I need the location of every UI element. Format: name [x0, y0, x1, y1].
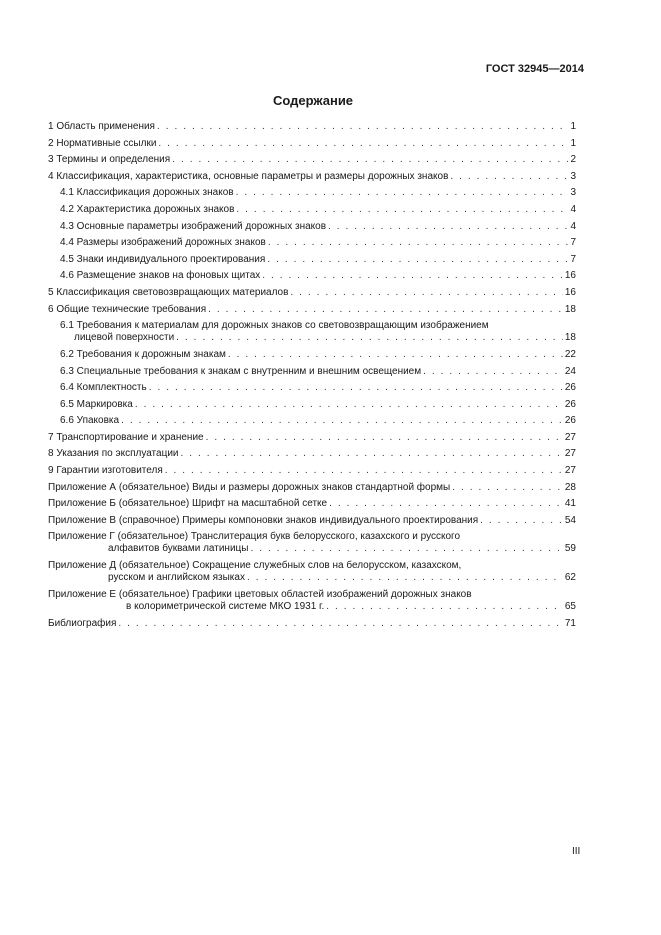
- toc-entry-title: 8 Указания по эксплуатации: [48, 448, 179, 460]
- toc-entry[interactable]: [48, 121, 576, 138]
- toc-page-number: 65: [564, 601, 576, 613]
- toc-entry[interactable]: [48, 221, 576, 238]
- toc-page-number: 1: [570, 137, 576, 149]
- toc-entry[interactable]: [48, 618, 576, 635]
- toc-entry-title: 4 Классификация, характеристика, основные параметры и размеры дорожных знаков: [48, 170, 449, 182]
- toc-entry-title-continuation: в колориметрической системе МКО 1931 г.: [126, 601, 325, 613]
- toc-entry-title: 4.3 Основные параметры изображений дорожных знаков: [60, 220, 327, 232]
- toc-entry-title-continuation: алфавитов буквами латиницы: [108, 543, 249, 555]
- toc-page-number: 54: [564, 514, 576, 526]
- toc-entry-title: Библиография: [48, 617, 117, 629]
- toc-page-number: 24: [564, 365, 576, 377]
- toc-entry-title: 5 Классификация световозвращающих материалов: [48, 286, 289, 298]
- toc-entry-title: 1 Область применения: [48, 121, 155, 132]
- dot-leader: [208, 304, 563, 316]
- dot-leader: [172, 154, 568, 166]
- toc-entry-title: 9 Гарантии изготовителя: [48, 465, 163, 477]
- toc-page-number: 2: [570, 154, 576, 166]
- toc-page-number: 59: [564, 543, 576, 555]
- document-code: ГОСТ 32945—2014: [485, 63, 584, 75]
- toc-entry[interactable]: [48, 237, 576, 254]
- toc-entry[interactable]: [48, 531, 576, 560]
- dot-leader: [236, 187, 569, 199]
- toc-entry-title: 6.6 Упаковка: [60, 415, 120, 427]
- dot-leader: [268, 237, 569, 249]
- toc-page-number: 7: [570, 237, 576, 249]
- toc-entry[interactable]: [48, 287, 576, 304]
- toc-entry[interactable]: [48, 154, 576, 171]
- dot-leader: [176, 332, 563, 344]
- dot-leader: [165, 465, 563, 477]
- toc-entry[interactable]: [48, 171, 576, 188]
- page-number: III: [572, 846, 581, 857]
- dot-leader: [157, 121, 568, 133]
- toc-entry[interactable]: [48, 320, 576, 349]
- toc-entry[interactable]: [48, 515, 576, 532]
- toc-page-number: 28: [564, 481, 576, 493]
- toc-entry-title: 6 Общие технические требования: [48, 303, 207, 315]
- toc-page-number: 27: [564, 465, 576, 477]
- toc-entry[interactable]: [48, 304, 576, 321]
- dot-leader: [206, 432, 563, 444]
- toc-entry[interactable]: [48, 432, 576, 449]
- toc-entry[interactable]: [48, 448, 576, 465]
- toc-entry[interactable]: [48, 382, 576, 399]
- toc-page-number: 4: [570, 203, 576, 215]
- toc-entry-title: Приложение В (справочное) Примеры компоновки знаков индивидуального проектирования: [48, 514, 479, 526]
- table-of-contents: [48, 121, 576, 634]
- dot-leader: [326, 601, 563, 613]
- toc-entry[interactable]: [48, 204, 576, 221]
- toc-entry[interactable]: [48, 349, 576, 366]
- dot-leader: [450, 171, 568, 183]
- toc-entry-title: 6.3 Специальные требования к знакам с внутренним и внешним освещением: [60, 365, 422, 377]
- toc-entry[interactable]: [48, 560, 576, 589]
- toc-page-number: 16: [564, 286, 576, 298]
- dot-leader: [149, 382, 563, 394]
- dot-leader: [328, 221, 568, 233]
- toc-entry-title: 6.5 Маркировка: [60, 398, 133, 410]
- toc-page-number: 26: [564, 382, 576, 394]
- toc-entry-title: 2 Нормативные ссылки: [48, 137, 157, 149]
- toc-page-number: 3: [570, 187, 576, 199]
- toc-entry-title: 3 Термины и определения: [48, 154, 171, 166]
- toc-page-number: 3: [570, 170, 576, 182]
- toc-entry[interactable]: [48, 482, 576, 499]
- page-title: Содержание: [272, 93, 354, 108]
- toc-page-number: 71: [564, 617, 576, 629]
- toc-entry-title: Приложение А (обязательное) Виды и размеры дорожных знаков стандартной формы: [48, 481, 451, 493]
- toc-entry-title: 7 Транспортирование и хранение: [48, 431, 204, 443]
- toc-page-number: 27: [564, 431, 576, 443]
- toc-entry[interactable]: [48, 187, 576, 204]
- toc-entry[interactable]: [48, 589, 576, 618]
- toc-entry-title: 4.6 Размещение знаков на фоновых щитах: [60, 270, 261, 282]
- toc-entry-title: 4.1 Классификация дорожных знаков: [60, 187, 234, 199]
- toc-entry[interactable]: [48, 498, 576, 515]
- dot-leader: [181, 448, 563, 460]
- toc-page-number: 27: [564, 448, 576, 460]
- toc-entry[interactable]: [48, 270, 576, 287]
- dot-leader: [423, 366, 563, 378]
- toc-entry-title: Приложение Г (обязательное) Транслитерация букв белорусского, казахского и русского: [48, 531, 461, 543]
- toc-page-number: 41: [564, 498, 576, 510]
- toc-page-number: 18: [564, 332, 576, 344]
- dot-leader: [290, 287, 562, 299]
- toc-entry[interactable]: [48, 366, 576, 383]
- toc-page-number: 7: [570, 253, 576, 265]
- toc-entry-title: 4.2 Характеристика дорожных знаков: [60, 203, 235, 215]
- toc-entry-title-continuation: лицевой поверхности: [74, 332, 175, 344]
- toc-page-number: 26: [564, 398, 576, 410]
- toc-entry[interactable]: [48, 254, 576, 271]
- toc-page-number: 26: [564, 415, 576, 427]
- toc-entry-title: 6.4 Комплектность: [60, 382, 147, 394]
- toc-entry-title: Приложение Д (обязательное) Сокращение служебных слов на белорусском, казахском,: [48, 560, 462, 572]
- toc-entry-title: 4.5 Знаки индивидуального проектирования: [60, 253, 266, 265]
- dot-leader: [158, 138, 568, 150]
- toc-entry[interactable]: [48, 399, 576, 416]
- toc-page-number: 62: [564, 572, 576, 584]
- toc-entry[interactable]: [48, 465, 576, 482]
- dot-leader: [480, 515, 563, 527]
- dot-leader: [247, 572, 563, 584]
- dot-leader: [228, 349, 563, 361]
- dot-leader: [329, 498, 563, 510]
- dot-leader: [250, 543, 562, 555]
- toc-entry[interactable]: [48, 138, 576, 155]
- dot-leader: [262, 270, 563, 282]
- toc-entry-title: Приложение Б (обязательное) Шрифт на масштабной сетке: [48, 498, 328, 510]
- toc-entry[interactable]: [48, 415, 576, 432]
- toc-entry-title: 6.2 Требования к дорожным знакам: [60, 348, 226, 360]
- dot-leader: [135, 399, 563, 411]
- dot-leader: [118, 618, 562, 630]
- dot-leader: [121, 415, 563, 427]
- toc-page-number: 16: [564, 270, 576, 282]
- toc-page-number: 4: [570, 220, 576, 232]
- toc-page-number: 18: [564, 303, 576, 315]
- dot-leader: [236, 204, 568, 216]
- dot-leader: [267, 254, 568, 266]
- dot-leader: [452, 482, 563, 494]
- toc-entry-title: 6.1 Требования к материалам для дорожных знаков со световозвращающим изображением: [60, 320, 489, 332]
- toc-entry-title-continuation: русском и английском языках: [108, 572, 245, 584]
- toc-entry-title: Приложение Е (обязательное) Графики цветовых областей изображений дорожных знаков: [48, 589, 472, 601]
- toc-entry-title: 4.4 Размеры изображений дорожных знаков: [60, 237, 266, 249]
- toc-page-number: 1: [570, 121, 576, 132]
- toc-page-number: 22: [564, 348, 576, 360]
